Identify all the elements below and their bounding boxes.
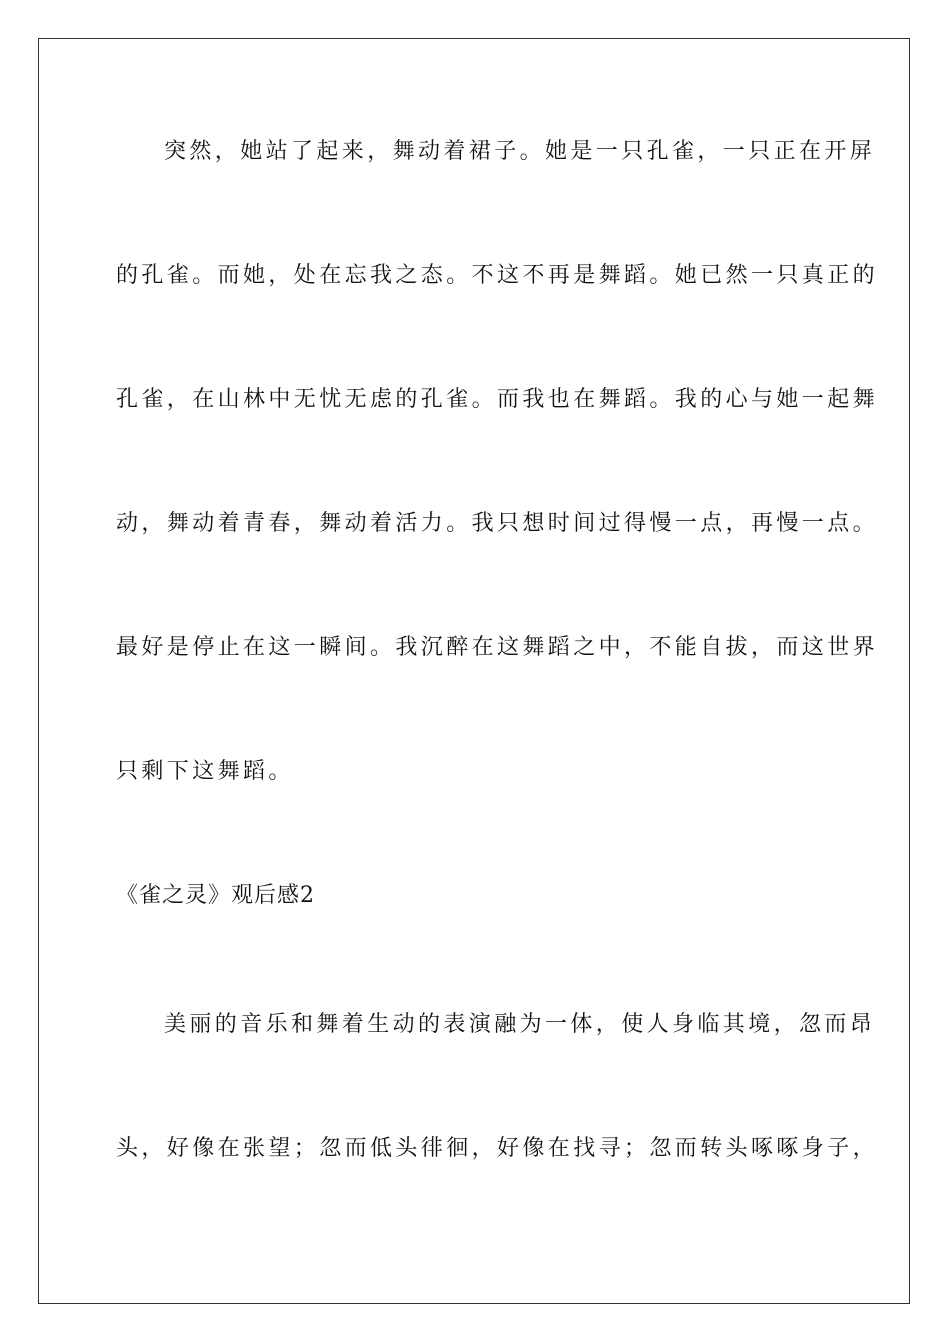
page-border bbox=[38, 38, 910, 1304]
paragraph-1-line-3: 孔雀，在山林中无忧无虑的孔雀。而我也在舞蹈。我的心与她一起舞 bbox=[116, 387, 879, 412]
paragraph-2-line-1: 美丽的音乐和舞着生动的表演融为一体，使人身临其境，忽而昂 bbox=[164, 1012, 876, 1037]
paragraph-1-line-4: 动，舞动着青春，舞动着活力。我只想时间过得慢一点，再慢一点。 bbox=[116, 511, 879, 536]
section-heading: 《雀之灵》观后感2 bbox=[116, 883, 315, 908]
paragraph-1-line-5: 最好是停止在这一瞬间。我沉醉在这舞蹈之中，不能自拔，而这世界 bbox=[116, 635, 879, 660]
paragraph-1-line-6: 只剩下这舞蹈。 bbox=[116, 759, 294, 784]
paragraph-1-line-2: 的孔雀。而她，处在忘我之态。不这不再是舞蹈。她已然一只真正的 bbox=[116, 263, 879, 288]
paragraph-1-line-1: 突然，她站了起来，舞动着裙子。她是一只孔雀，一只正在开屏 bbox=[164, 139, 876, 164]
paragraph-2-line-2: 头，好像在张望；忽而低头徘徊，好像在找寻；忽而转头啄啄身子， bbox=[116, 1136, 879, 1161]
